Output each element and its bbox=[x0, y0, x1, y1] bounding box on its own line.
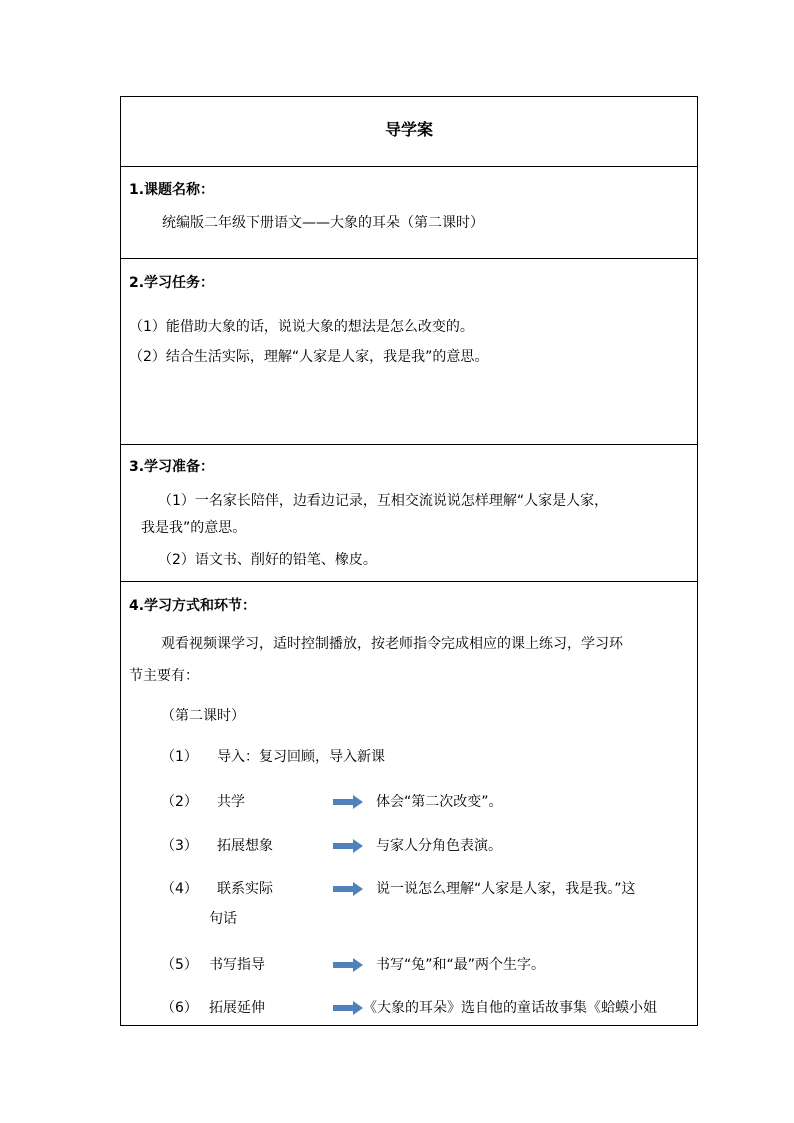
step-number: （3） bbox=[161, 838, 198, 854]
step-name: 拓展延伸 bbox=[209, 1000, 265, 1016]
study-guide-table bbox=[120, 96, 698, 1026]
section-course-name bbox=[121, 167, 697, 259]
step-description: 《大象的耳朵》选自他的童话故事集《蛤蟆小姐 bbox=[363, 1000, 657, 1016]
step-number: （1） bbox=[161, 749, 198, 765]
section-learning-method bbox=[121, 582, 697, 1025]
step-number: （6） bbox=[161, 1000, 198, 1016]
right-arrow-icon bbox=[333, 839, 363, 853]
step-number: （2） bbox=[161, 794, 198, 810]
step-name: 共学 bbox=[217, 794, 245, 810]
title-row bbox=[121, 97, 697, 167]
section-heading: 1.课题名称： bbox=[129, 182, 215, 198]
step-name: 拓展想象 bbox=[217, 838, 273, 854]
step-number: （4） bbox=[161, 881, 198, 897]
section-preparation bbox=[121, 445, 697, 582]
page-title: 导学案 bbox=[385, 120, 434, 139]
section-heading: 4.学习方式和环节： bbox=[129, 598, 257, 614]
step-description: 与家人分角色表演。 bbox=[376, 838, 502, 854]
right-arrow-icon bbox=[333, 882, 363, 896]
right-arrow-icon bbox=[333, 958, 363, 972]
course-name-text: 统编版二年级下册语文——大象的耳朵（第二课时） bbox=[162, 215, 484, 231]
step-number: （5） bbox=[161, 957, 198, 973]
prep-item: （2）语文书、削好的铅笔、橡皮。 bbox=[158, 552, 377, 568]
lesson-label: （第二课时） bbox=[161, 708, 245, 724]
step-description: 说一说怎么理解“人家是人家，我是我。”这 bbox=[376, 881, 636, 897]
intro-text-continued: 节主要有： bbox=[129, 668, 199, 684]
prep-item-continued: 我是我”的意思。 bbox=[141, 520, 247, 536]
section-heading: 3.学习准备： bbox=[129, 459, 215, 475]
section-heading: 2.学习任务： bbox=[129, 275, 215, 291]
task-item: （1）能借助大象的话，说说大象的想法是怎么改变的。 bbox=[129, 319, 474, 335]
prep-item: （1）一名家长陪伴，边看边记录，互相交流说说怎样理解“人家是人家， bbox=[158, 493, 609, 509]
task-item: （2）结合生活实际，理解“人家是人家，我是我”的意思。 bbox=[129, 349, 489, 365]
right-arrow-icon bbox=[333, 1001, 363, 1015]
intro-text: 观看视频课学习，适时控制播放，按老师指令完成相应的课上练习，学习环 bbox=[161, 636, 623, 652]
step-description: 书写“兔”和“最”两个生字。 bbox=[376, 957, 546, 973]
step-name: 联系实际 bbox=[217, 881, 273, 897]
step-description: 体会“第二次改变”。 bbox=[376, 794, 503, 810]
section-learning-tasks bbox=[121, 259, 697, 445]
step-name-continued: 句话 bbox=[209, 911, 237, 927]
step-name: 导入：复习回顾，导入新课 bbox=[217, 749, 385, 765]
right-arrow-icon bbox=[333, 795, 363, 809]
step-name: 书写指导 bbox=[209, 957, 265, 973]
